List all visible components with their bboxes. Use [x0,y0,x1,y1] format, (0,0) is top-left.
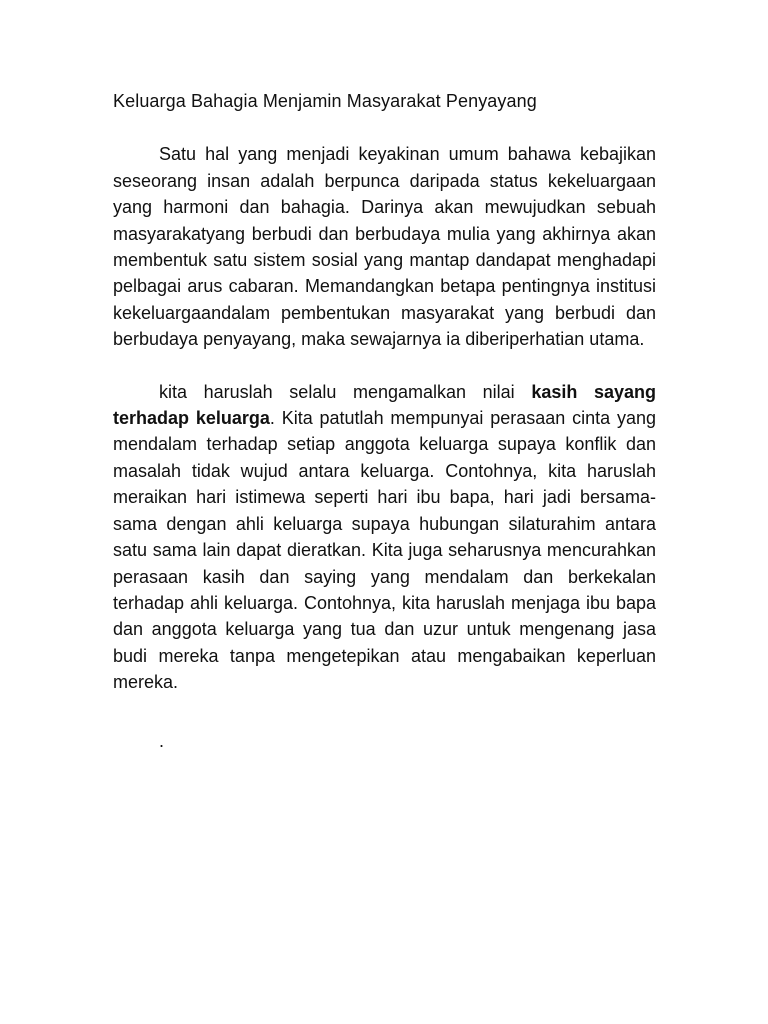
paragraph-body-emphasis: kasih sayang terhadap keluarga [113,381,656,429]
document-page [113,88,656,754]
trailing-period: . [159,730,165,751]
paragraph-body-intro: kita haruslah selalu mengamalkan nilai [159,381,532,402]
paragraph-intro: Satu hal yang menjadi keyakinan umum bahawa kebajikan seseorang insan adalah berpunca daripada status kekeluargaan yang harmoni dan bahagia. Darinya akan mewujudkan sebuah masyarakatyang berbudi dan berbudaya mulia yang akhirnya akan membentuk satu sistem sosial yang mantap dandapat menghadapi pelbagai arus cabaran. Memandangkan betapa pentingnya institusi kekeluargaandalam pembentukan masyarakat yang berbudi dan berbudaya penyayang, maka sewajarnya ia diberiperhatian utama. [113,144,656,350]
paragraph-body-rest: . Kita patutlah mempunyai perasaan cinta yang mendalam terhadap setiap anggota keluarga supaya konflik dan masalah tidak wujud antara keluarga. Contohnya, kita haruslah meraikan hari istimewa seperti hari ibu bapa, hari jadi bersama-sama dengan ahli keluarga supaya hubungan silaturahim antara satu sama lain dapat dieratkan. Kita juga seharusnya mencurahkan perasaan kasih dan saying yang mendalam dan berkekalan terhadap ahli keluarga. Contohnya, kita haruslah menjaga ibu bapa dan anggota keluarga yang tua dan uzur untuk mengenang jasa budi mereka tanpa mengetepikan atau mengabaikan keperluan mereka. [113,408,656,693]
paragraph-body [113,379,656,696]
document-title: Keluarga Bahagia Menjamin Masyarakat Penyayang [113,91,537,111]
